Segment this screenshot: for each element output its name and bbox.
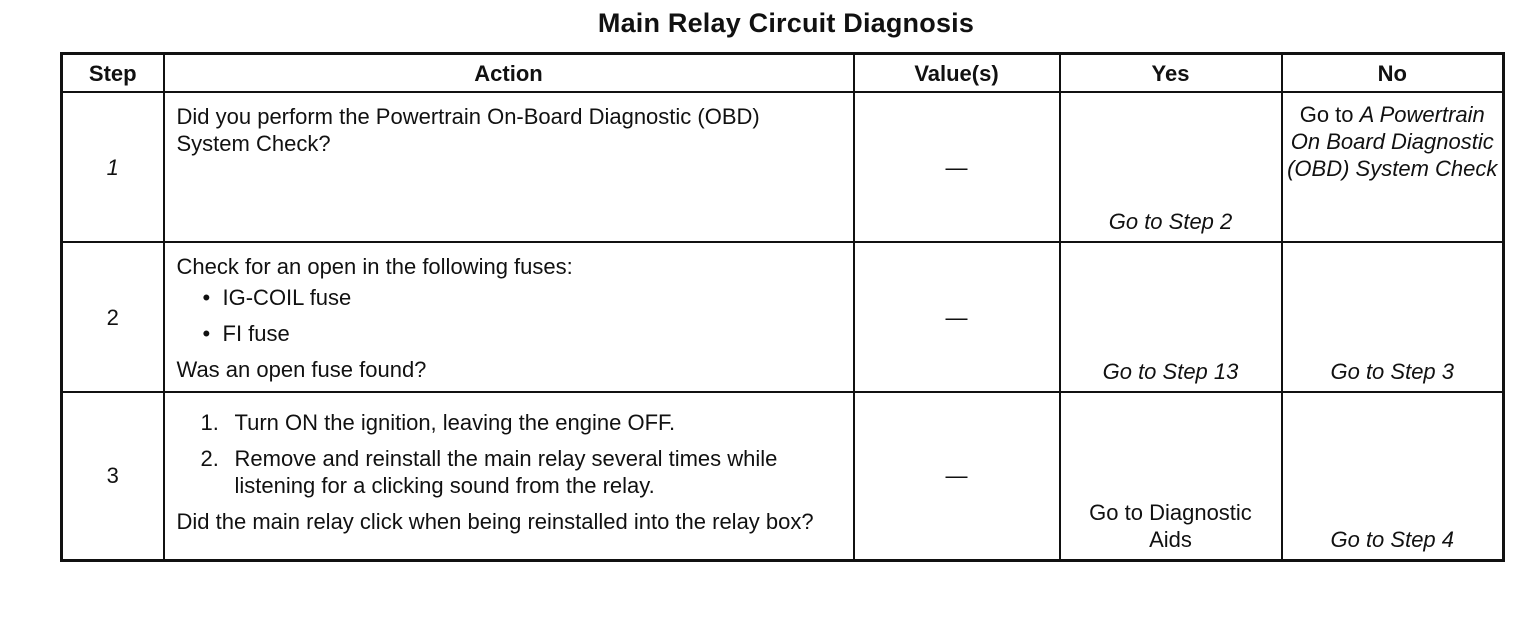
header-step: Step [62, 54, 164, 93]
table-row [62, 92, 1504, 242]
action-question: Did the main relay click when being reinstalled into the relay box? [176, 509, 814, 534]
table-row [62, 242, 1504, 392]
table-row [62, 392, 1504, 560]
fuse-list [177, 284, 841, 347]
value-cell: — [854, 242, 1060, 392]
yes-link[interactable]: Go to Diagnostic Aids [1060, 392, 1282, 560]
header-values: Value(s) [854, 54, 1060, 93]
no-prefix: Go to [1299, 102, 1354, 127]
yes-link[interactable]: Go to Step 13 [1060, 242, 1282, 392]
step-number: 2 [62, 242, 164, 392]
action-intro: Check for an open in the following fuses: [176, 254, 573, 279]
list-item [201, 445, 841, 499]
list-item-text: Remove and reinstall the main relay several times while listening for a clicking sound from the relay. [234, 446, 778, 498]
list-item: • FI fuse [203, 320, 841, 347]
value-cell: — [854, 92, 1060, 242]
header-no: No [1282, 54, 1504, 93]
value-cell: — [854, 392, 1060, 560]
procedure-list [177, 409, 841, 499]
list-item-number: 2. [200, 446, 219, 471]
no-link[interactable]: Go to Step 3 [1282, 242, 1504, 392]
list-item-number: 1. [200, 410, 219, 435]
action-cell [164, 92, 854, 242]
header-action: Action [164, 54, 854, 93]
action-question: Was an open fuse found? [176, 357, 427, 382]
table-header-row [62, 54, 1504, 93]
no-cell [1282, 92, 1504, 242]
action-text: Did you perform the Powertrain On-Board Diagnostic (OBD) System Check? [176, 104, 760, 156]
step-number: 3 [62, 392, 164, 560]
step-number: 1 [62, 92, 164, 242]
list-item: • IG-COIL fuse [203, 284, 841, 311]
page-title: Main Relay Circuit Diagnosis [597, 8, 975, 38]
list-item [201, 409, 841, 436]
diagnosis-table [60, 52, 1505, 562]
action-cell [164, 242, 854, 392]
yes-link[interactable]: Go to Step 2 [1060, 92, 1282, 242]
header-yes: Yes [1060, 54, 1282, 93]
no-link[interactable]: Go to Step 4 [1282, 392, 1504, 560]
list-item-text: Turn ON the ignition, leaving the engine OFF. [234, 410, 676, 435]
no-link[interactable]: A Powertrain On Board Diagnostic (OBD) System Check [1287, 102, 1498, 181]
action-cell [164, 392, 854, 560]
